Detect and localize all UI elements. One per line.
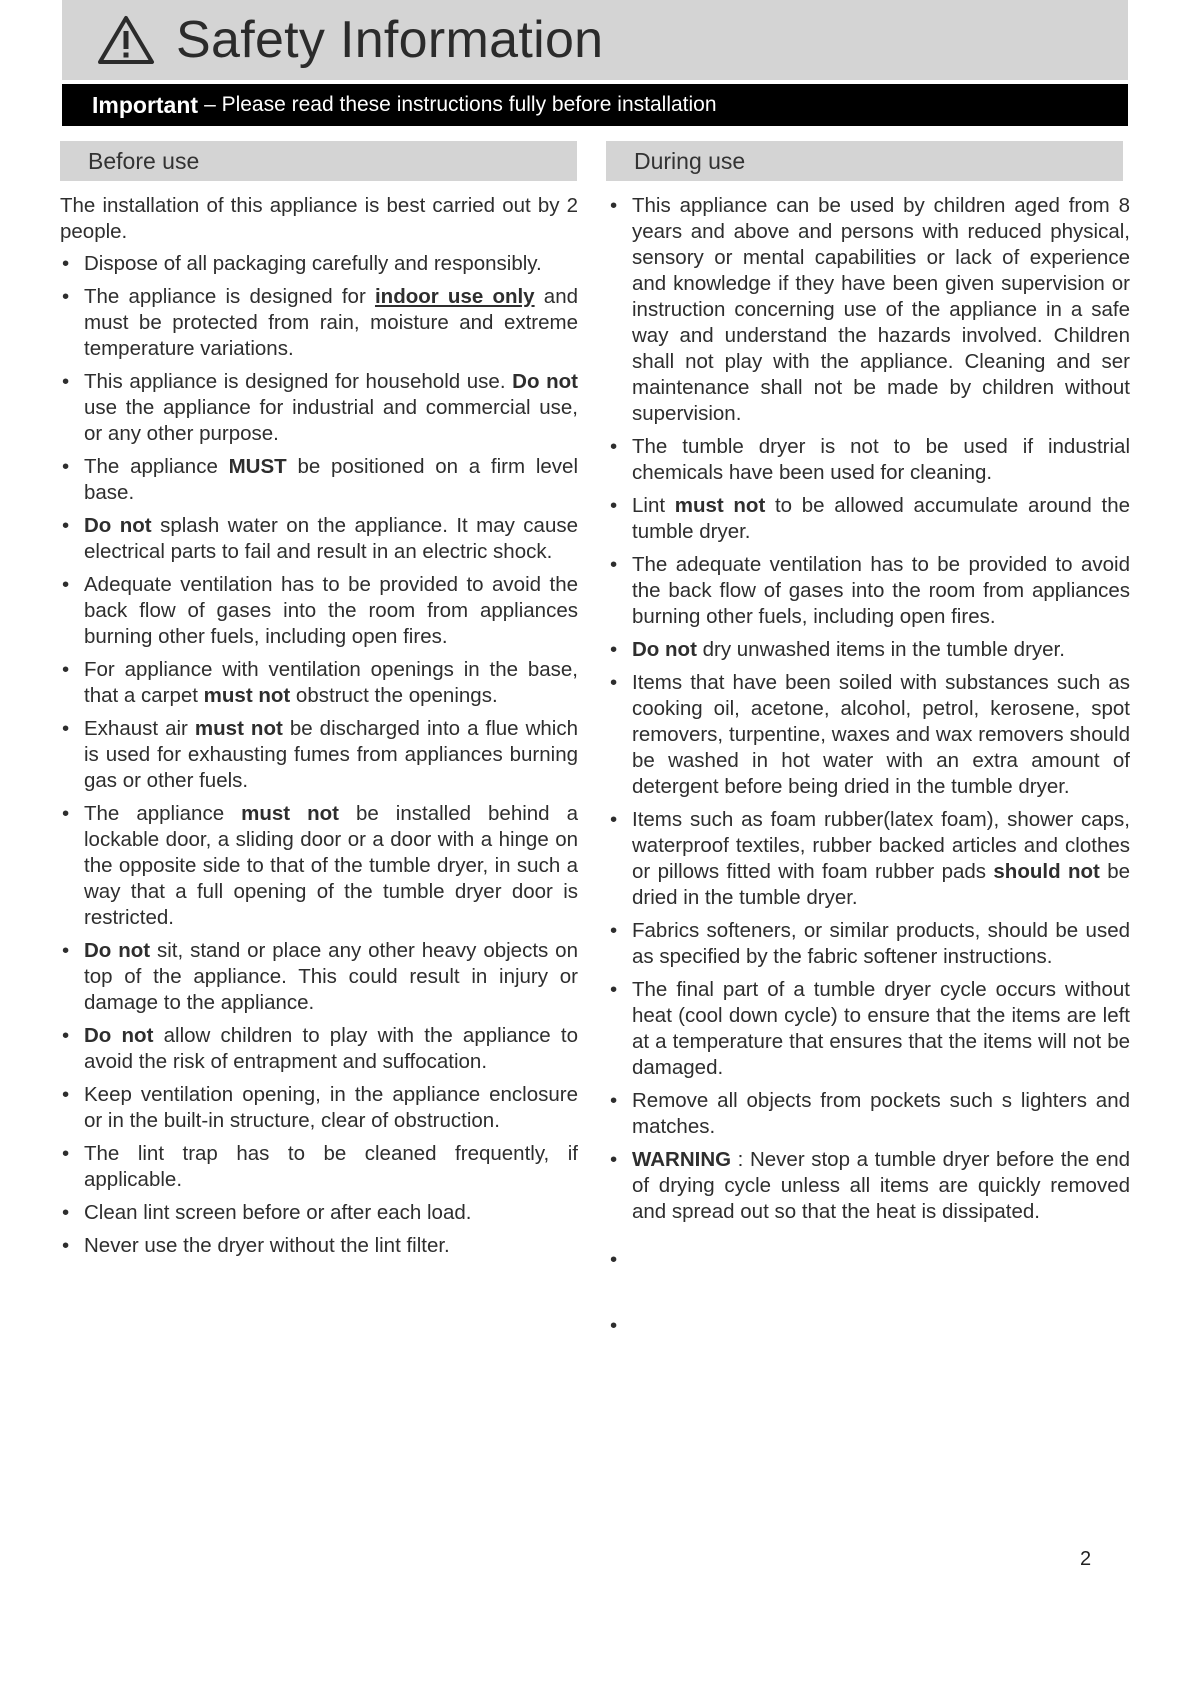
important-text: – Please read these instructions fully before installation <box>204 93 717 116</box>
list-item: • Do not splash water on the appliance. It may cause electrical parts to fail and result in an electric shock. <box>60 513 578 565</box>
list-item: • Keep ventilation opening, in the appliance enclosure or in the built-in structure, clear of obstruction. <box>60 1082 578 1134</box>
list-item: • The appliance MUST be positioned on a firm level base. <box>60 454 578 506</box>
list-item: • Items such as foam rubber(latex foam), shower caps, waterproof textiles, rubber backed articles and clothes or pillows fitted with foam rubber pads should not be dried in the tumble dryer. <box>608 807 1130 911</box>
list-item: • Items that have been soiled with substances such as cooking oil, acetone, alcohol, petrol, kerosene, spot removers, turpentine, waxes and wax removers should be washed in hot water with an extra amount of detergent before being dried in the tumble dryer. <box>608 670 1130 800</box>
during-use-column <box>608 193 1130 1346</box>
before-use-heading <box>60 141 577 181</box>
list-item: • Dispose of all packaging carefully and responsibly. <box>60 251 578 277</box>
list-item: • Never use the dryer without the lint filter. <box>60 1233 578 1259</box>
list-item: • Clean lint screen before or after each load. <box>60 1200 578 1226</box>
list-item: • WARNING : Never stop a tumble dryer before the end of drying cycle unless all items are quickly removed and spread out so that the heat is dissipated. <box>608 1147 1130 1225</box>
list-item: • Adequate ventilation has to be provided to avoid the back flow of gases into the room from appliances burning other fuels, including open fires. <box>60 572 578 650</box>
list-item: • The lint trap has to be cleaned frequently, if applicable. <box>60 1141 578 1193</box>
list-item: • Do not sit, stand or place any other heavy objects on top of the appliance. This could result in injury or damage to the appliance. <box>60 938 578 1016</box>
before-use-title: Before use <box>88 147 200 174</box>
before-use-column <box>60 193 578 1266</box>
list-item: • Do not dry unwashed items in the tumble dryer. <box>608 637 1130 663</box>
important-label: Important <box>92 91 199 118</box>
during-use-list <box>608 193 1130 1339</box>
list-item: • The tumble dryer is not to be used if industrial chemicals have been used for cleaning. <box>608 434 1130 486</box>
list-item: • The appliance is designed for indoor use only and must be protected from rain, moisture and extreme temperature variations. <box>60 284 578 362</box>
list-item: • The adequate ventilation has to be provided to avoid the back flow of gases into the room from appliances burning other fuels, including open fires. <box>608 552 1130 630</box>
page-number: 2 <box>1080 1548 1092 1570</box>
list-item: • Fabrics softeners, or similar products, should be used as specified by the fabric softener instructions. <box>608 918 1130 970</box>
important-banner <box>62 84 1128 126</box>
list-item: • Exhaust air must not be discharged into a flue which is used for exhausting fumes from appliances burning gas or other fuels. <box>60 716 578 794</box>
list-item: • For appliance with ventilation openings in the base, that a carpet must not obstruct the openings. <box>60 657 578 709</box>
before-use-intro: The installation of this appliance is best carried out by 2 people. <box>60 194 578 243</box>
list-item: • Remove all objects from pockets such s lighters and matches. <box>608 1088 1130 1140</box>
warning-icon <box>96 14 156 66</box>
list-item: • This appliance is designed for household use. Do not use the appliance for industrial and commercial use, or any other purpose. <box>60 369 578 447</box>
title-bar <box>62 0 1128 80</box>
list-item: • Do not allow children to play with the appliance to avoid the risk of entrapment and suffocation. <box>60 1023 578 1075</box>
during-use-title: During use <box>634 147 746 174</box>
before-use-list <box>60 251 578 1259</box>
list-item: • Lint must not to be allowed accumulate around the tumble dryer. <box>608 493 1130 545</box>
empty-list-item <box>608 1247 1130 1273</box>
list-item: • The appliance must not be installed behind a lockable door, a sliding door or a door with a hinge on the opposite side to that of the tumble dryer, in such a way that a full opening of the tumble dryer door is restricted. <box>60 801 578 931</box>
list-item: • This appliance can be used by children aged from 8 years and above and persons with reduced physical, sensory or mental capabilities or lack of experience and knowledge if they have been given supervision or instruction concerning use of the appliance in a safe way and understand the hazards involved. Children shall not play with the appliance. Cleaning and ser maintenance shall not be made by children without supervision. <box>608 193 1130 427</box>
during-use-heading <box>606 141 1123 181</box>
page-title: Safety Information <box>176 11 604 69</box>
empty-list-item <box>608 1313 1130 1339</box>
list-item: • The final part of a tumble dryer cycle occurs without heat (cool down cycle) to ensure that the items are left at a temperature that ensures that the items will not be damaged. <box>608 977 1130 1081</box>
